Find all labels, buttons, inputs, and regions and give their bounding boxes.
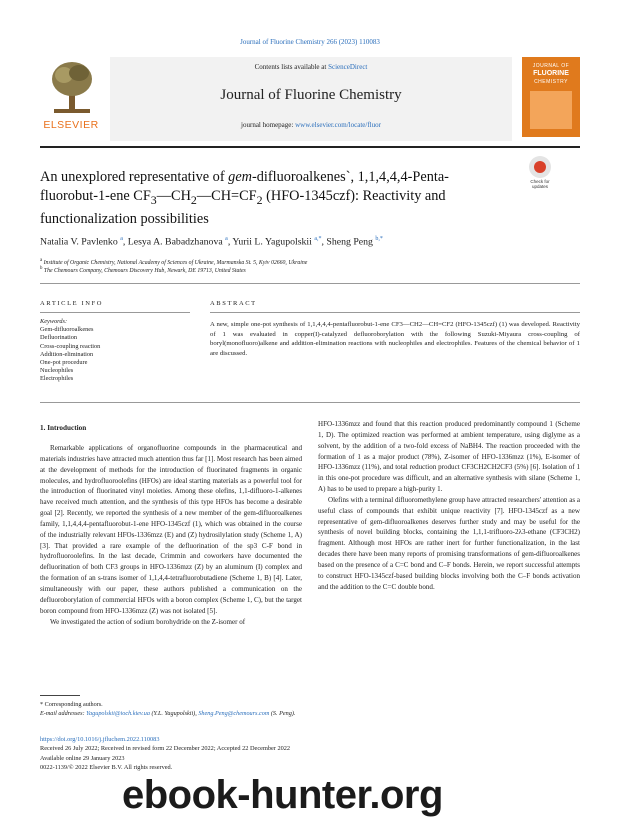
keyword-item: Nucleophiles xyxy=(40,367,74,375)
received-dates: Received 26 July 2022; Received in revised form 22 December 2022; Accepted 22 December 2022 xyxy=(40,745,291,753)
header-center-panel xyxy=(110,57,512,141)
divider xyxy=(40,402,580,403)
author-affiliation-marker[interactable]: a,* xyxy=(314,236,322,242)
divider xyxy=(40,283,580,284)
contents-prefix: Contents lists available at xyxy=(254,63,329,71)
email-addresses: E-mail addresses: Yagupolskii@ioch.kiev.ua (Y.L. Yagupolskii), Sheng.Peng@chemours.com (S. Peng). xyxy=(40,710,296,718)
keyword-item: Gem-difluoroalkenes xyxy=(40,326,94,334)
author-list: Natalia V. Pavlenko $^a$, Lesya A. Babadzhanova $^a$, Yurii L. Yagupolskii $^{a,*}$, Sheng Peng $^{b,*}$ xyxy=(40,236,383,248)
affiliation-b: $^b$ The Chemours Company, Chemours Discovery Hub, Newark, DE 19713, United States xyxy=(40,266,246,274)
corresponding-authors-note: * Corresponding authors. xyxy=(40,701,103,708)
keywords-list xyxy=(40,318,190,384)
section-heading-introduction: 1. Introduction xyxy=(40,424,87,432)
abstract-heading: ABSTRACT xyxy=(210,300,257,307)
article-metadata xyxy=(40,735,580,772)
footnote xyxy=(40,700,580,718)
check-updates-icon xyxy=(529,156,551,178)
cover-line1: JOURNAL OF xyxy=(532,63,570,69)
elsevier-tree-icon xyxy=(48,59,96,115)
sciencedirect-link[interactable]: ScienceDirect xyxy=(328,63,368,71)
article-info-divider xyxy=(40,312,190,313)
contents-line xyxy=(110,63,512,71)
header-divider xyxy=(40,146,580,148)
journal-header xyxy=(40,57,580,142)
keyword-item: Addition-elimination xyxy=(40,350,94,358)
journal-name: Journal of Fluorine Chemistry xyxy=(220,87,402,103)
body-paragraph: We investigated the action of sodium borohydride on the Z-isomer of xyxy=(50,617,246,626)
cover-line2: FLUORINE xyxy=(533,70,569,77)
author-affiliation-marker[interactable]: a xyxy=(120,236,123,242)
abstract-text: A new, simple one-pot synthesis of 1,1,4,4,4-pentafluorobut-1-ene CF3—CH2—CH=CF2 (HFO-1345czf) (1) was developed. Reactivity of 1 was evaluated in copper(I)-catalyzed defluoroborylation with the following Suzuki-Miyaura cross-coupling of boryl(monofluoro)alkene and addition-elimination reactions with nucleophiles and electrophiles. Features of the chemical behavior of 1 are discussed. xyxy=(210,321,580,358)
elsevier-logo[interactable] xyxy=(40,57,102,135)
copyright-line: 0022-1139/© 2022 Elsevier B.V. All rights reserved. xyxy=(40,763,173,771)
email-link[interactable]: Sheng.Peng@chemours.com xyxy=(198,710,270,718)
keywords-heading: Keywords: xyxy=(40,318,68,325)
body-column-right xyxy=(318,419,580,593)
check-updates-label: Check for updates xyxy=(530,179,550,189)
keyword-item: Electrophiles xyxy=(40,375,74,383)
cover-line3: CHEMISTRY xyxy=(534,79,568,85)
keyword-item: Defluorination xyxy=(40,334,78,342)
keyword-item: Cross-coupling reaction xyxy=(40,342,101,350)
homepage-prefix: journal homepage: xyxy=(241,121,296,129)
body-paragraph: Olefins with a terminal difluoromethylene group have attracted researchers' attention as a useful class of compounds that exhibit unique reactivity [7]. HFO-1345czf as a new representative of gem-difluoroalkenes deserves further study and may be useful for the synthesis of novel building blocks, containing the 1,1,1-trifluoro-2λ3-ethane (CF3CH2) fragment. Although most HFOs are rather inert for further functionalization, in the last decades there have been many reports of promising transformations of gem-difluoroalkenes based on the presence of a C=C bond and C–F bonds. Herein, we report successful attempts to construct HFO-1345czf-based building blocks involving both the C–F bonds activation and the addition to the C=C double bond. xyxy=(318,495,580,591)
journal-homepage-link[interactable]: www.elsevier.com/locate/fluor xyxy=(295,121,381,129)
available-online-date: Available online 29 January 2023 xyxy=(40,754,125,762)
elsevier-wordmark: ELSEVIER xyxy=(43,119,99,131)
article-title: An unexplored representative of gem-difluoroalkenes`, 1,1,4,4,4-Penta-fluorobut-1-ene $CF_3—CH_2—CH=CF_2$ (HFO-1345czf): Reactivity and functionalization possibilities xyxy=(40,169,449,227)
homepage-line xyxy=(110,121,512,129)
check-for-updates-button[interactable] xyxy=(524,156,556,188)
author-name[interactable]: Natalia V. Pavlenko xyxy=(40,236,118,248)
body-paragraph: Remarkable applications of organofluorine compounds in the pharmaceutical and materials industries have attracted much attention thus far [1]. Most research has been aimed at the development of methods for the introduction of fluorinated fragments in organic molecules, and hydrofluoroolefins (HFOs) are ideal starting materials as a powerful tool for the introduction of fluorinated vinyl moieties. Among these olefins, 1,1-difluoro-1-alkenes have received much attention, and the synthesis of this type HFOs has become a desirable goal [2]. Recently, we reported the synthesis of a new member of the gem-difluoroalkenes family, 1,1,4,4,4-pentafluorobut-1-ene HFO-1345czf (1), which was obtained in the course of the industrially relevant HFOs-1336mzz (E) and (Z) hydrosilylation study (Scheme 1, A) [3]. That provided a rare example of the defluorination of the sp3 C-F bond in hydrofluoroolefins. In the last decade, Crimmin and coworkers have documented the defluorination of both CF3 groups in HFO-1336mzz (Z) by an aluminum (I) complex and the formation of an s-trans isomer of 1,1,4,4-tetrafluorobutadiene (Scheme 1, B) [4]. Later, simultaneously with our paper, these authors published a communication on the defluoroborylation of commercial HFOs with a boron complex (Scheme 1, C), but the target boron compound from HFO-1336mzz (Z) was not isolated [5]. xyxy=(40,444,302,615)
keyword-item: One-pot procedure xyxy=(40,359,88,367)
author-name[interactable]: Lesya A. Babadzhanova xyxy=(127,236,223,248)
author-affiliation-marker[interactable]: a xyxy=(225,236,228,242)
author-name[interactable]: Sheng Peng xyxy=(326,236,373,248)
journal-reference[interactable]: Journal of Fluorine Chemistry 266 (2023) 110083 xyxy=(240,38,380,46)
body-column-left xyxy=(40,443,302,627)
watermark: ebook-hunter.org xyxy=(122,773,443,817)
cover-image xyxy=(530,91,572,129)
body-paragraph: HFO-1336mzz and found that this reaction produced predominantly compound 1 (Scheme 1, D). The optimized reaction was performed at ambient temperature, using diglyme as a solvent, by the addition of a two-fold excess of NaBH4. The reaction proceeded with the formation of 1 as a major product (78%), Z-isomer of HFO-1336mzz (1%), E-isomer of HFO-1336mzz (11%), and total reduction product CF3CH2CH2CF3 (5%) [6]. Isolation of 1 in this one-pot procedure was difficult, and an alternative synthesis with silane (Scheme 1, A) has to be used to prepare a high-purity 1. xyxy=(318,420,580,494)
affiliation-a: $^a$ Institute of Organic Chemistry, National Academy of Sciences of Ukraine, Murmanska St. 5, Kyiv 02660, Ukraine xyxy=(40,258,308,266)
article-info-heading: ARTICLE INFO xyxy=(40,300,104,307)
journal-cover-thumbnail[interactable] xyxy=(522,57,580,137)
author-name[interactable]: Yurii L. Yagupolskii xyxy=(232,236,312,248)
abstract-divider xyxy=(210,312,580,313)
doi-link[interactable]: https://doi.org/10.1016/j.jfluchem.2022.110083 xyxy=(40,736,160,743)
footnote-divider xyxy=(40,695,80,696)
author-affiliation-marker[interactable]: b,* xyxy=(375,236,383,242)
email-link[interactable]: Yagupolskii@ioch.kiev.ua xyxy=(86,710,150,718)
